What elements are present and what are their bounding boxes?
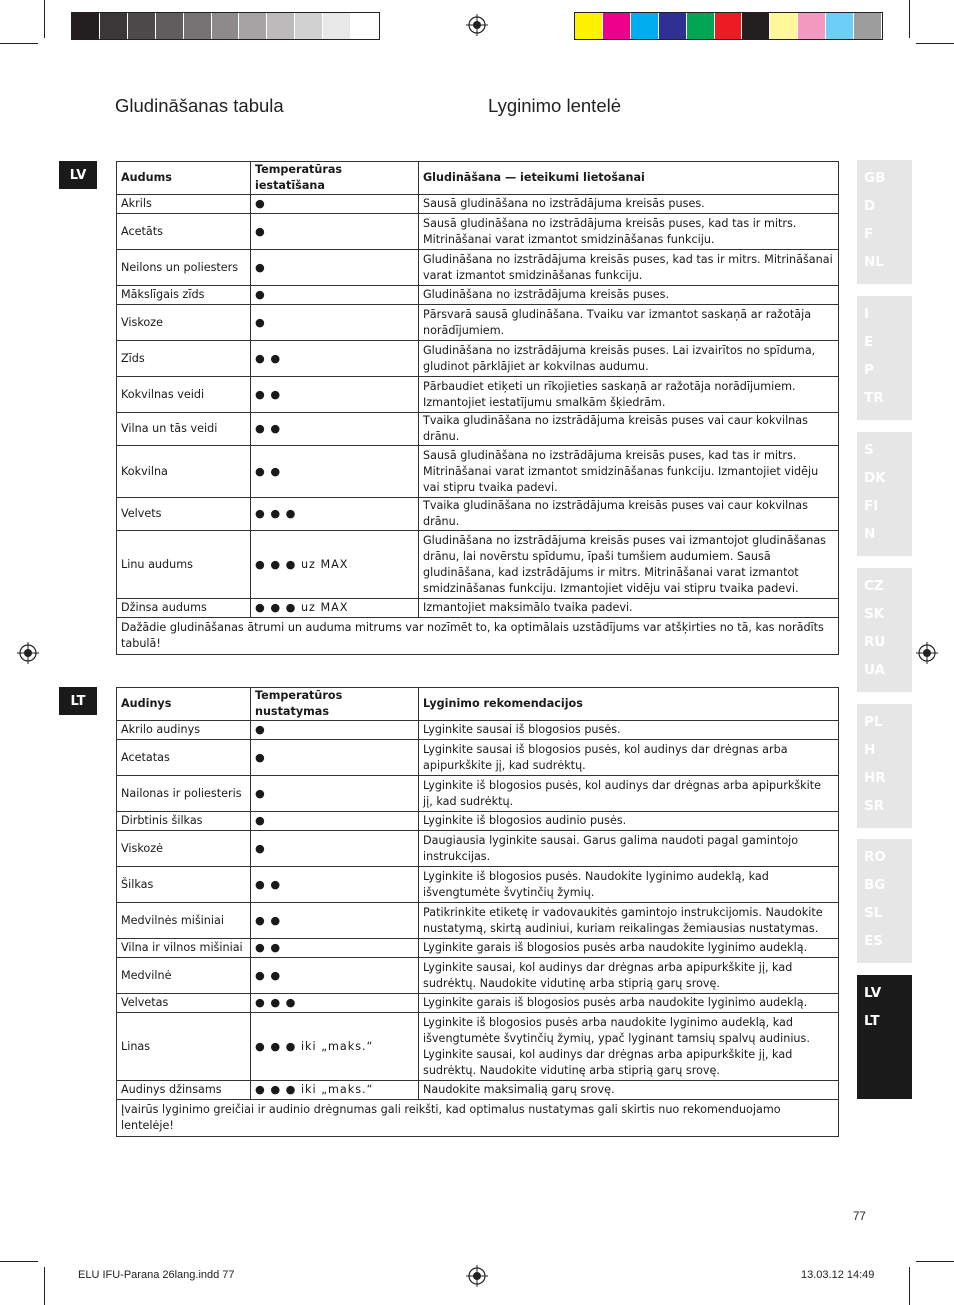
temperature-cell: ● ● <box>251 446 419 498</box>
language-code-d: D <box>864 198 876 214</box>
table-row <box>117 994 839 1013</box>
color-swatch <box>72 13 100 39</box>
advice-cell: Pārsvarā sausā gludināšana. Tvaiku var izmantot saskaņā ar ražotāja norādījumiem. <box>419 305 839 341</box>
advice-cell: Lyginkite iš blogosios pusės. Naudokite lyginimo audeklą, kad išvengtumėte švytinčių žymių. <box>419 867 839 903</box>
language-code-gb: GB <box>864 170 886 186</box>
registration-mark-icon <box>916 642 938 664</box>
advice-cell: Lyginkite sausai, kol audinys dar drėgnas arba apipurkškite jį, kad sudrėktų. Naudokite vidutinę arba stiprią garų srovę. <box>419 958 839 994</box>
color-swatch <box>212 13 240 39</box>
language-code-sl: SL <box>864 905 883 921</box>
language-code-tr: TR <box>864 390 884 406</box>
table-row <box>117 867 839 903</box>
table-row <box>117 812 839 831</box>
advice-cell: Sausā gludināšana no izstrādājuma kreisās puses, kad tas ir mitrs. Mitrināšanai varat izmantot smidzināšanas funkciju. Izmantojiet vidēju vai stipru tvaika padevi. <box>419 446 839 498</box>
advice-cell: Pārbaudiet etiķeti un rīkojieties saskaņā ar ražotāja norādījumiem. Izmantojiet iestatījumu smalkām šķiedrām. <box>419 377 839 413</box>
color-swatch <box>603 13 631 39</box>
fabric-cell: Viskoze <box>117 305 251 341</box>
fabric-cell: Acetāts <box>117 214 251 250</box>
temperature-cell: ● ● <box>251 903 419 939</box>
advice-cell: Daugiausia lyginkite sausai. Garus galima naudoti pagal gamintojo instrukcijas. <box>419 831 839 867</box>
table-row <box>117 1081 839 1100</box>
column-header-temperature: Temperatūras iestatīšana <box>251 162 419 195</box>
color-swatch <box>128 13 156 39</box>
color-swatch <box>631 13 659 39</box>
language-group <box>857 704 912 828</box>
table-row <box>117 214 839 250</box>
color-swatch <box>798 13 826 39</box>
column-header-fabric: Audums <box>117 162 251 195</box>
temperature-cell: ● ● ● <box>251 498 419 531</box>
table-row <box>117 903 839 939</box>
footer-file-info: ELU IFU-Parana 26lang.indd 77 <box>78 1269 235 1281</box>
color-swatch <box>575 13 603 39</box>
temperature-cell: ● ● ● uz MAX <box>251 599 419 618</box>
fabric-cell: Neilons un poliesters <box>117 250 251 286</box>
column-header-fabric: Audinys <box>117 688 251 721</box>
color-swatch <box>156 13 184 39</box>
language-code-h: H <box>864 742 876 758</box>
column-header-temperature: Temperatūros nustatymas <box>251 688 419 721</box>
color-swatch <box>854 13 882 39</box>
crop-mark <box>0 1261 38 1262</box>
table-row <box>117 341 839 377</box>
language-group <box>857 296 912 420</box>
table-row <box>117 599 839 618</box>
advice-cell: Gludināšana no izstrādājuma kreisās puses vai izmantojot gludināšanas drānu, lai novērstu spīdumu, īpaši tumšiem audumiem. Sausā gludināšana, kad izstrādājums ir mitrs. Mitrināšanai varat izmantot smidzināšanas funkciju. Izmantojiet vidēju vai stipru tvaika padevi. <box>419 531 839 599</box>
temperature-cell: ● ● ● uz MAX <box>251 531 419 599</box>
footer-timestamp: 13.03.12 14:49 <box>801 1269 875 1281</box>
advice-cell: Tvaika gludināšana no izstrādājuma kreisās puses vai caur kokvilnas drānu. <box>419 413 839 446</box>
color-swatch <box>267 13 295 39</box>
advice-cell: Lyginkite garais iš blogosios pusės arba naudokite lyginimo audeklą. <box>419 994 839 1013</box>
advice-cell: Gludināšana no izstrādājuma kreisās puses. Lai izvairītos no spīduma, gludinot pārklājiet ar kokvilnas audumu. <box>419 341 839 377</box>
fabric-cell: Audinys džinsams <box>117 1081 251 1100</box>
table-row <box>117 195 839 214</box>
fabric-cell: Dirbtinis šilkas <box>117 812 251 831</box>
language-code-fi: FI <box>864 498 879 514</box>
language-code-bg: BG <box>864 877 886 893</box>
color-swatch <box>184 13 212 39</box>
fabric-cell: Akrilo audinys <box>117 721 251 740</box>
table-row <box>117 831 839 867</box>
registration-mark-icon <box>466 1265 488 1287</box>
language-code-cz: CZ <box>864 578 884 594</box>
temperature-cell: ● ● <box>251 413 419 446</box>
color-swatch <box>295 13 323 39</box>
table-row <box>117 740 839 776</box>
fabric-cell: Linas <box>117 1013 251 1081</box>
temperature-cell: ● <box>251 776 419 812</box>
ironing-table-lt <box>116 687 839 1137</box>
temperature-cell: ● <box>251 812 419 831</box>
language-code-e: E <box>864 334 874 350</box>
advice-cell: Naudokite maksimalią garų srovę. <box>419 1081 839 1100</box>
crop-mark <box>909 0 910 38</box>
language-code-ua: UA <box>864 662 885 678</box>
language-code-hr: HR <box>864 770 886 786</box>
table-row <box>117 446 839 498</box>
temperature-cell: ● ● ● iki „maks.“ <box>251 1013 419 1081</box>
advice-cell: Lyginkite iš blogosios pusės, kol audinys dar drėgnas arba apipurkškite jį, kad sudrėktų. <box>419 776 839 812</box>
language-group <box>857 568 912 692</box>
fabric-cell: Viskozė <box>117 831 251 867</box>
temperature-cell: ● <box>251 740 419 776</box>
color-swatch <box>770 13 798 39</box>
language-code-ro: RO <box>864 849 886 865</box>
temperature-cell: ● ● ● iki „maks.“ <box>251 1081 419 1100</box>
table-row <box>117 305 839 341</box>
fabric-cell: Kokvilnas veidi <box>117 377 251 413</box>
language-code-lt: LT <box>864 1013 880 1029</box>
advice-cell: Lyginkite garais iš blogosios pusės arba naudokite lyginimo audeklą. <box>419 939 839 958</box>
color-swatch <box>687 13 715 39</box>
table-header-row <box>117 162 839 195</box>
color-swatch <box>715 13 743 39</box>
language-group <box>857 975 912 1099</box>
crop-mark <box>909 1267 910 1305</box>
table-row <box>117 377 839 413</box>
language-code-pl: PL <box>864 714 883 730</box>
table-row <box>117 1013 839 1081</box>
fabric-cell: Medvilnė <box>117 958 251 994</box>
table-note-row <box>117 618 839 655</box>
fabric-cell: Džinsa audums <box>117 599 251 618</box>
temperature-cell: ● <box>251 831 419 867</box>
language-code-sr: SR <box>864 798 885 814</box>
language-code-ru: RU <box>864 634 886 650</box>
advice-cell: Lyginkite sausai iš blogosios pusės, kol audinys dar drėgnas arba apipurkškite jį, kad sudrėktų. <box>419 740 839 776</box>
crop-mark <box>916 43 954 44</box>
table-row <box>117 286 839 305</box>
fabric-cell: Kokvilna <box>117 446 251 498</box>
fabric-cell: Velvetas <box>117 994 251 1013</box>
column-header-advice: Lyginimo rekomendacijos <box>419 688 839 721</box>
table-row <box>117 958 839 994</box>
fabric-cell: Acetatas <box>117 740 251 776</box>
temperature-cell: ● <box>251 214 419 250</box>
table-row <box>117 776 839 812</box>
advice-cell: Lyginkite iš blogosios audinio pusės. <box>419 812 839 831</box>
temperature-cell: ● ● <box>251 958 419 994</box>
table-row <box>117 498 839 531</box>
language-group <box>857 839 912 963</box>
temperature-cell: ● <box>251 305 419 341</box>
language-code-s: S <box>864 442 874 458</box>
crop-mark <box>0 43 38 44</box>
language-code-n: N <box>864 526 876 542</box>
table-row <box>117 721 839 740</box>
language-code-p: P <box>864 362 874 378</box>
language-badge-lv: LV <box>59 161 97 189</box>
table-note-row <box>117 1100 839 1137</box>
page-number: 77 <box>853 1211 866 1223</box>
temperature-cell: ● <box>251 286 419 305</box>
temperature-cell: ● <box>251 195 419 214</box>
column-header-advice: Gludināšana — ieteikumi lietošanai <box>419 162 839 195</box>
temperature-cell: ● ● <box>251 341 419 377</box>
color-swatch <box>100 13 128 39</box>
fabric-cell: Vilna ir vilnos mišiniai <box>117 939 251 958</box>
fabric-cell: Zīds <box>117 341 251 377</box>
language-code-f: F <box>864 226 874 242</box>
fabric-cell: Vilna un tās veidi <box>117 413 251 446</box>
color-swatch <box>239 13 267 39</box>
fabric-cell: Linu audums <box>117 531 251 599</box>
grayscale-color-bar <box>71 12 380 40</box>
table-note: Įvairūs lyginimo greičiai ir audinio drėgnumas gali reikšti, kad optimalus nustatymas gali skirtis nuo rekomenduojamo lentelėje! <box>117 1100 839 1137</box>
registration-mark-icon <box>17 642 39 664</box>
language-code-nl: NL <box>864 254 884 270</box>
fabric-cell: Mākslīgais zīds <box>117 286 251 305</box>
table-header-row <box>117 688 839 721</box>
fabric-cell: Velvets <box>117 498 251 531</box>
table-row <box>117 939 839 958</box>
advice-cell: Sausā gludināšana no izstrādājuma kreisās puses. <box>419 195 839 214</box>
language-code-i: I <box>864 306 870 322</box>
temperature-cell: ● ● ● <box>251 994 419 1013</box>
fabric-cell: Šilkas <box>117 867 251 903</box>
temperature-cell: ● ● <box>251 867 419 903</box>
advice-cell: Sausā gludināšana no izstrādājuma kreisās puses, kad tas ir mitrs. Mitrināšanai varat izmantot smidzināšanas funkciju. <box>419 214 839 250</box>
color-swatch <box>351 13 379 39</box>
language-code-lv: LV <box>864 985 882 1001</box>
crop-mark <box>44 1267 45 1305</box>
fabric-cell: Medvilnės mišiniai <box>117 903 251 939</box>
language-group <box>857 160 912 284</box>
page-title-lt: Lyginimo lentelė <box>488 95 622 116</box>
language-badge-lt: LT <box>59 687 97 715</box>
temperature-cell: ● ● <box>251 939 419 958</box>
table-row <box>117 250 839 286</box>
registration-mark-icon <box>466 14 488 36</box>
color-swatch <box>659 13 687 39</box>
advice-cell: Gludināšana no izstrādājuma kreisās puses. <box>419 286 839 305</box>
fabric-cell: Nailonas ir poliesteris <box>117 776 251 812</box>
crop-mark <box>44 0 45 38</box>
table-row <box>117 531 839 599</box>
crop-mark <box>916 1261 954 1262</box>
advice-cell: Tvaika gludināšana no izstrādājuma kreisās puses vai caur kokvilnas drānu. <box>419 498 839 531</box>
color-swatch <box>742 13 770 39</box>
advice-cell: Lyginkite iš blogosios pusės arba naudokite lyginimo audeklą, kad išvengtumėte švytinčių žymių, ypač lyginant tamsių spalvų audinius. Lyginkite sausai, kol audinys dar drėgnas arba apipurkškite jį, kad sudrėktų. Naudokite vidutinę arba stiprią garų srovę. <box>419 1013 839 1081</box>
advice-cell: Lyginkite sausai iš blogosios pusės. <box>419 721 839 740</box>
color-swatch <box>323 13 351 39</box>
advice-cell: Izmantojiet maksimālo tvaika padevi. <box>419 599 839 618</box>
page-title-lv: Gludināšanas tabula <box>115 95 284 116</box>
table-row <box>117 413 839 446</box>
advice-cell: Gludināšana no izstrādājuma kreisās puses, kad tas ir mitrs. Mitrināšanai varat izmantot smidzināšanas funkciju. <box>419 250 839 286</box>
language-code-sk: SK <box>864 606 885 622</box>
fabric-cell: Akrils <box>117 195 251 214</box>
color-swatch <box>826 13 854 39</box>
table-note: Dažādie gludināšanas ātrumi un auduma mitrums var nozīmēt to, ka optimālais uzstādījums var atšķirties no tā, kas norādīts tabulā! <box>117 618 839 655</box>
ironing-table-lv <box>116 161 839 655</box>
process-color-bar <box>574 12 883 40</box>
language-group <box>857 432 912 556</box>
language-code-es: ES <box>864 933 883 949</box>
temperature-cell: ● <box>251 250 419 286</box>
temperature-cell: ● ● <box>251 377 419 413</box>
advice-cell: Patikrinkite etiketę ir vadovaukitės gamintojo instrukcijomis. Naudokite nustatymą, skirtą audiniui, kuriam reikalingas žemiausias nustatymas. <box>419 903 839 939</box>
temperature-cell: ● <box>251 721 419 740</box>
language-code-dk: DK <box>864 470 886 486</box>
